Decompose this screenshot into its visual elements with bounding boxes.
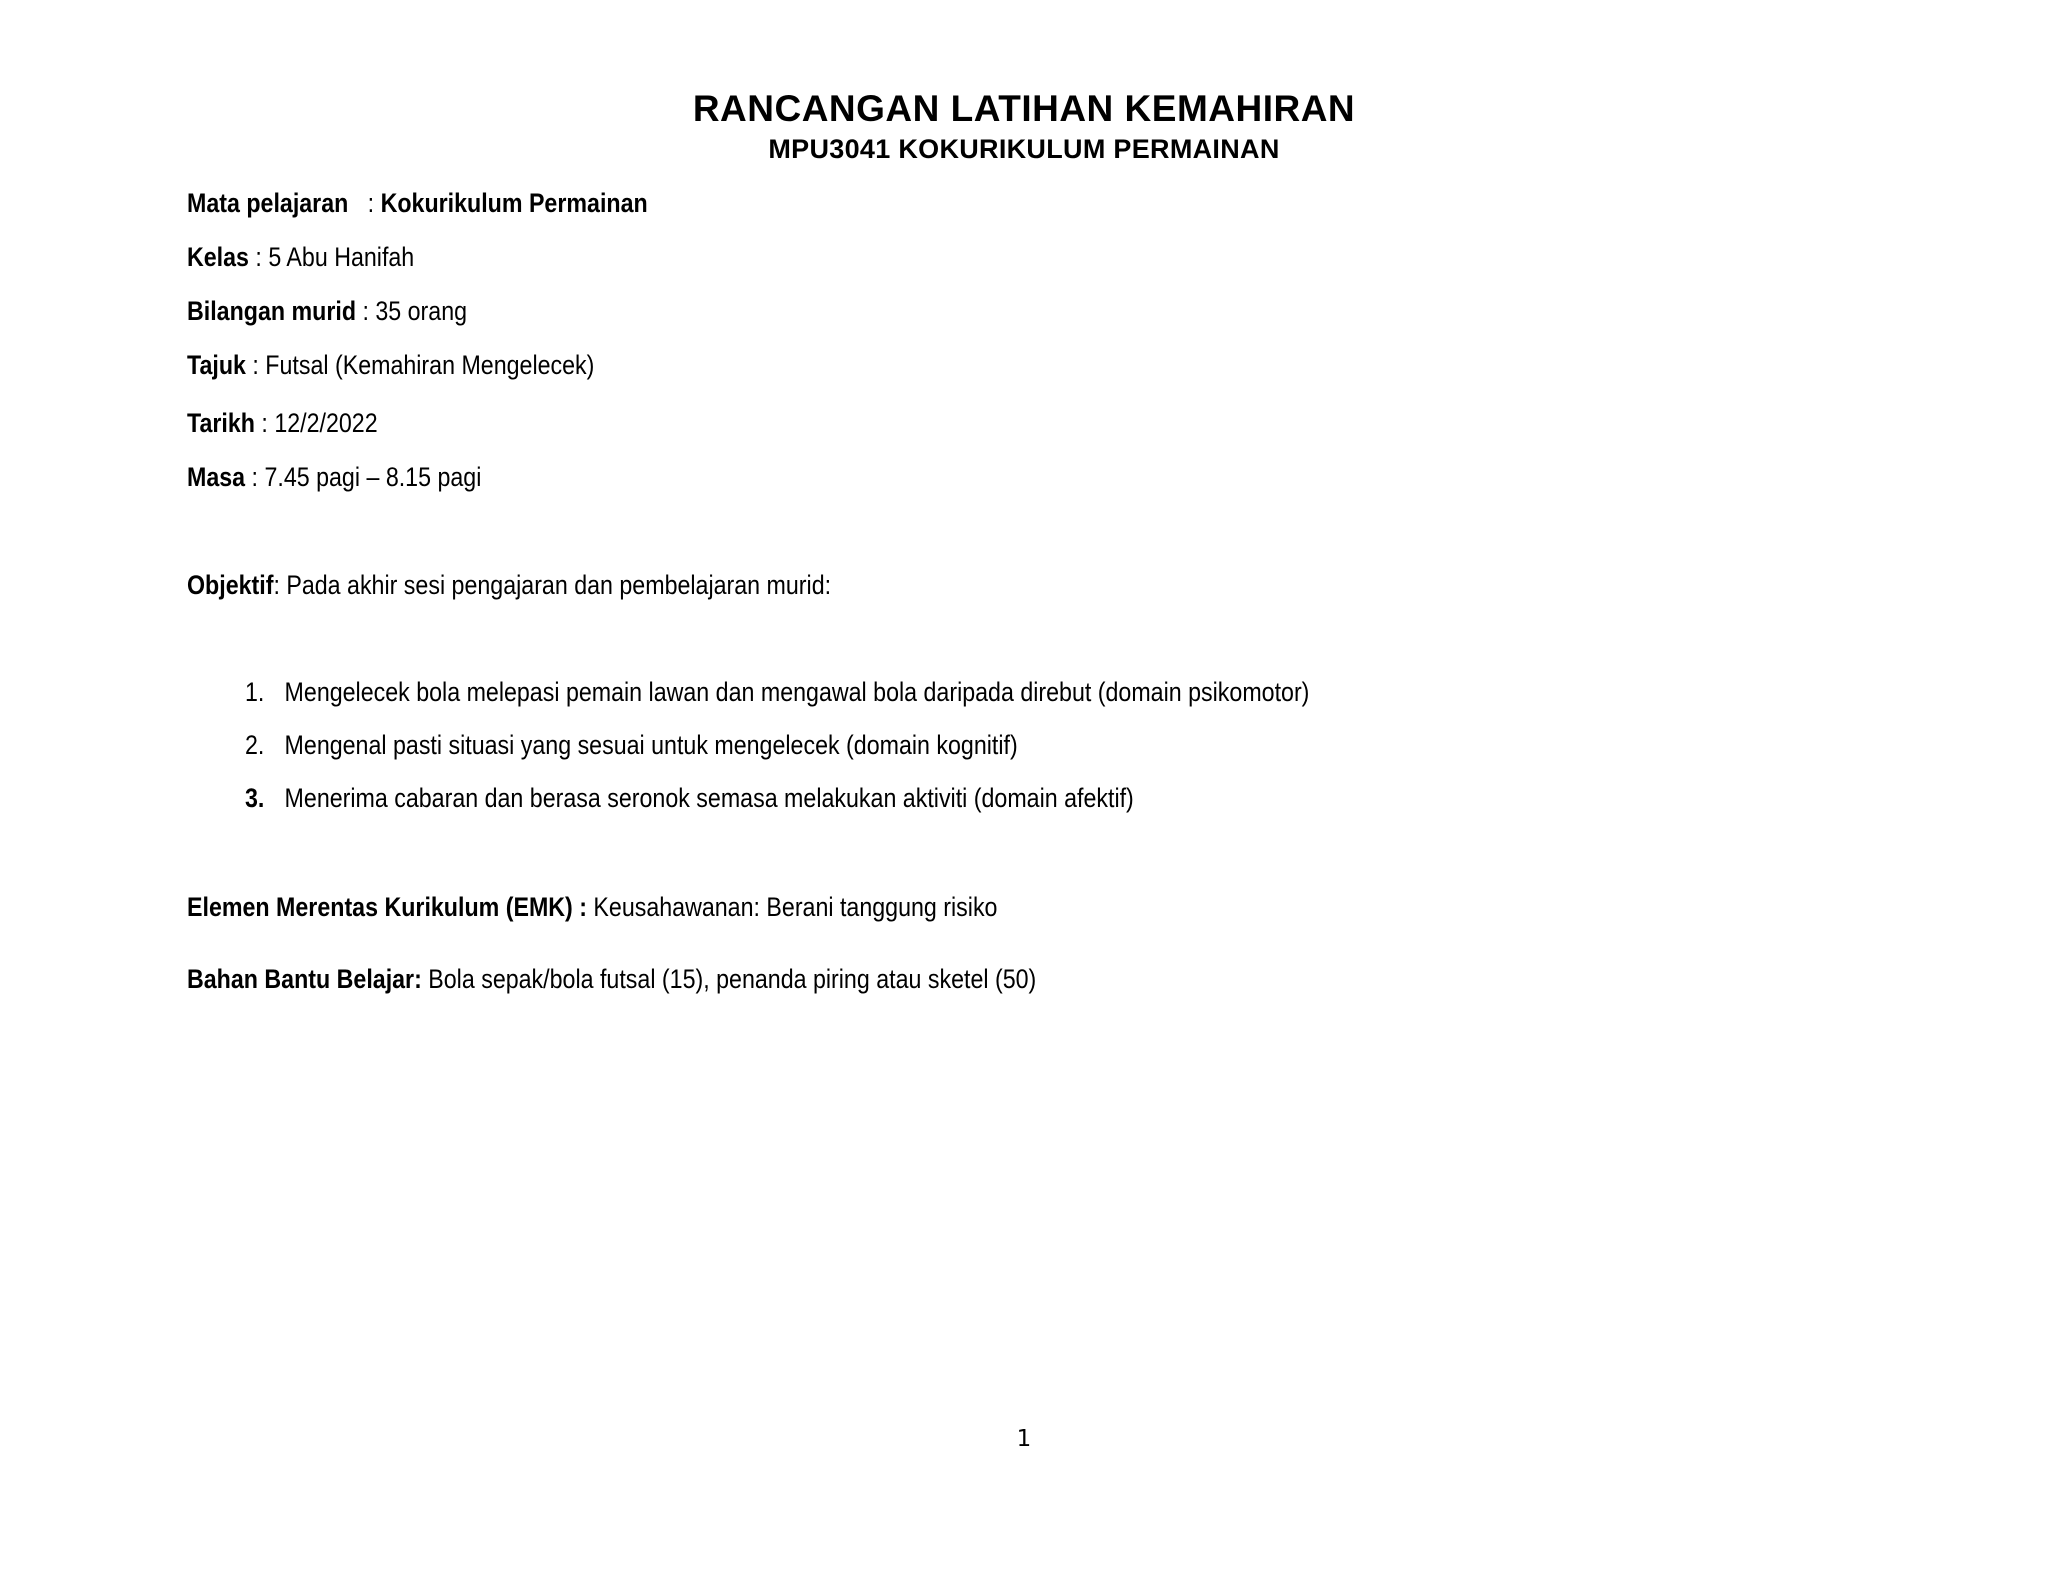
field-students-label: Bilangan murid: [187, 296, 357, 326]
field-time-value: 7.45 pagi – 8.15 pagi: [264, 462, 482, 492]
field-topic-label: Tajuk: [187, 350, 246, 380]
objective-item-number: 1.: [245, 677, 265, 707]
field-subject: [187, 188, 648, 219]
field-topic: [187, 350, 594, 381]
field-date-label: Tarikh: [187, 408, 255, 438]
objective-item: [245, 730, 1018, 761]
field-subject-value: Kokurikulum Permainan: [380, 188, 648, 218]
document-subtitle: MPU3041 KOKURIKULUM PERMAINAN: [768, 134, 1280, 164]
field-class-separator: :: [248, 242, 269, 272]
field-date-separator: :: [254, 408, 275, 438]
field-time-separator: :: [245, 462, 265, 492]
field-date-value: 12/2/2022: [274, 408, 378, 438]
field-emk-value: Keusahawanan: Berani tanggung risiko: [586, 892, 998, 922]
field-time-label: Masa: [187, 462, 246, 492]
field-students-value: 35 orang: [375, 296, 468, 326]
field-class: [187, 242, 414, 273]
field-emk: [187, 892, 997, 923]
objective-item: [245, 783, 1134, 814]
field-materials: [187, 964, 1036, 995]
objective-intro: : Pada akhir sesi pengajaran dan pembelajaran murid:: [273, 570, 832, 600]
field-topic-separator: :: [245, 350, 266, 380]
field-materials-value: Bola sepak/bola futsal (15), penanda piring atau sketel (50): [421, 964, 1037, 994]
objective-item: [245, 677, 1309, 708]
field-class-value: 5 Abu Hanifah: [268, 242, 415, 272]
objective-item-number: 2.: [245, 730, 265, 760]
objective-item-text: Menerima cabaran dan berasa seronok semasa melakukan aktiviti (domain afektif): [284, 783, 1134, 813]
field-date: [187, 408, 378, 439]
objective-label: Objektif: [187, 570, 274, 600]
field-materials-label: Bahan Bantu Belajar:: [187, 964, 422, 994]
field-subject-label: Mata pelajaran: [187, 188, 349, 218]
field-subject-separator: :: [348, 188, 381, 218]
field-topic-value: Futsal (Kemahiran Mengelecek): [265, 350, 595, 380]
field-time: [187, 462, 481, 493]
objective-item-text: Mengelecek bola melepasi pemain lawan dan mengawal bola daripada direbut (domain psikomotor): [284, 677, 1310, 707]
document-title: RANCANGAN LATIHAN KEMAHIRAN: [692, 88, 1356, 129]
objective-heading: [187, 570, 831, 601]
objective-item-number: 3.: [245, 783, 265, 813]
page-number: 1: [1016, 1426, 1032, 1452]
objective-item-text: Mengenal pasti situasi yang sesuai untuk mengelecek (domain kognitif): [284, 730, 1018, 760]
field-students: [187, 296, 467, 327]
field-emk-label: Elemen Merentas Kurikulum (EMK) :: [187, 892, 587, 922]
field-students-separator: :: [356, 296, 376, 326]
field-class-label: Kelas: [187, 242, 249, 272]
